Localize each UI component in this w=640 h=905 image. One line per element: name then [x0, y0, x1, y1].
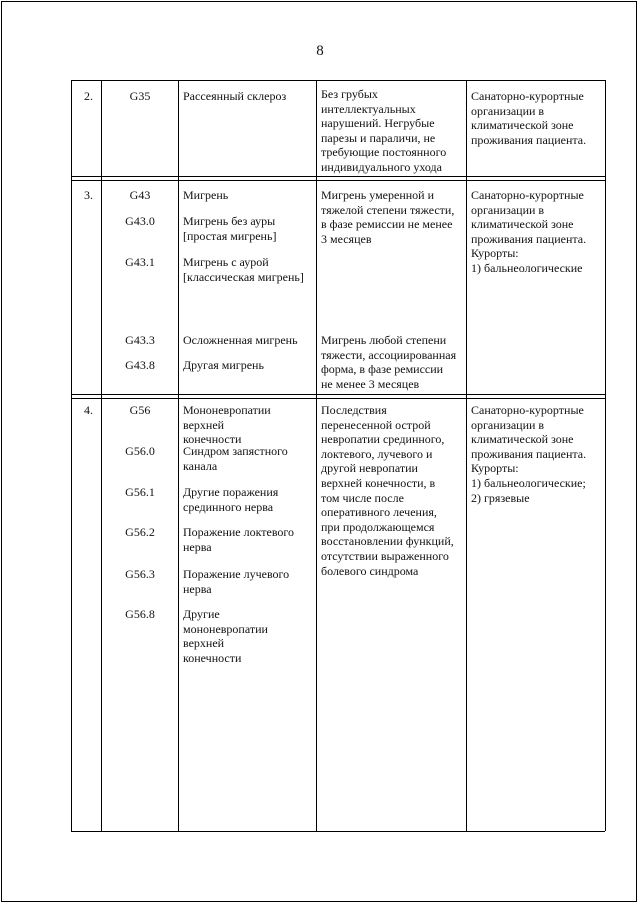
column-divider	[466, 80, 467, 831]
diagnosis-name: Другие поражения срединного нерва	[183, 485, 279, 514]
diagnosis-name: Поражение лучевого нерва	[183, 567, 290, 596]
table-top-border	[71, 80, 605, 81]
icd-code: G56.2	[125, 525, 155, 539]
diagnosis-name: Другие мононевропатии верхней конечности	[183, 607, 268, 665]
icd-code: G56.8	[125, 607, 155, 621]
column-divider	[316, 80, 317, 831]
column-divider	[605, 80, 606, 831]
table-bottom-border	[71, 831, 605, 832]
icd-code: G43.0	[125, 214, 155, 228]
icd-code: G43	[129, 188, 151, 202]
icd-code: G43.8	[125, 358, 155, 372]
icd-code: G43.3	[125, 333, 155, 347]
diagnosis-name: Мигрень с аурой [классическая мигрень]	[183, 255, 304, 284]
icd-code: G43.1	[125, 255, 155, 269]
criteria-text: Мигрень любой степени тяжести, ассоциированная форма, в фазе ремиссии не менее 3 месяцев	[321, 333, 457, 391]
row-number: 2.	[84, 89, 93, 103]
icd-code: G35	[129, 89, 151, 103]
row-divider	[71, 398, 605, 399]
diagnosis-name: Синдром запястного канала	[183, 444, 288, 473]
criteria-text: Мигрень умеренной и тяжелой степени тяжести, в фазе ремиссии не менее 3 месяцев	[321, 188, 455, 246]
column-divider	[71, 80, 72, 831]
diagnosis-name: Мононевропатии верхней конечности	[183, 403, 271, 447]
organization-text: Санаторно-курортные организации в климатической зоне проживания пациента. Курорты: 1) бальнеологические; 2) грязевые	[471, 403, 587, 505]
icd-code: G56.1	[125, 485, 155, 499]
icd-code: G56.0	[125, 444, 155, 458]
diagnosis-name: Другая мигрень	[183, 358, 264, 372]
organization-text: Санаторно-курортные организации в климатической зоне проживания пациента.	[471, 89, 587, 147]
diagnosis-name: Осложненная мигрень	[183, 333, 298, 347]
row-divider	[71, 180, 605, 181]
diagnosis-name: Мигрень	[183, 188, 229, 202]
icd-code: G56	[129, 403, 151, 417]
page-number: 8	[316, 43, 324, 59]
row-divider	[71, 394, 605, 395]
criteria-text: Последствия перенесенной острой невропатии срединного, локтевого, лучевого и другой невропатии верхней конечности, в том числе после оперативного лечения, при продолжающемся восстановлении функций, отсутствии выраженного болевого синдрома	[321, 403, 454, 578]
criteria-text: Без грубых интеллектуальных нарушений. Негрубые парезы и параличи, не требующие постоянного индивидуального ухода	[321, 87, 447, 174]
organization-text: Санаторно-курортные организации в климатической зоне проживания пациента. Курорты: 1) бальнеологические	[471, 188, 587, 275]
row-number: 3.	[84, 188, 93, 202]
diagnosis-name: Рассеянный склероз	[183, 89, 287, 103]
row-divider	[71, 176, 605, 177]
icd-code: G56.3	[125, 567, 155, 581]
diagnosis-name: Поражение локтевого нерва	[183, 525, 295, 554]
diagnosis-name: Мигрень без ауры [простая мигрень]	[183, 214, 277, 243]
row-number: 4.	[84, 403, 93, 417]
